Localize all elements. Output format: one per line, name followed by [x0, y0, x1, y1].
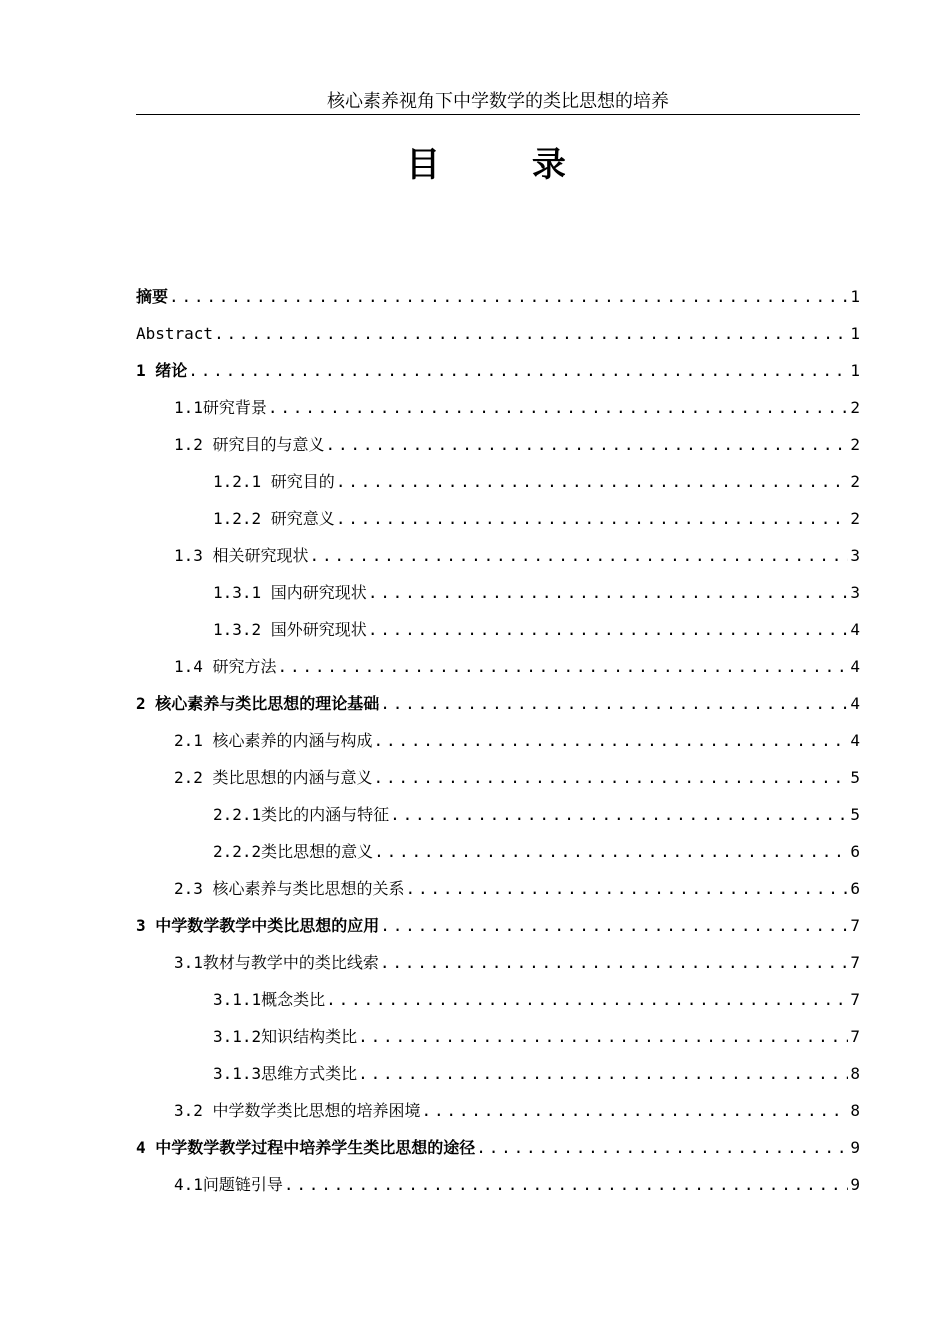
toc-entry[interactable]: [136, 759, 860, 796]
toc-entry[interactable]: [136, 1092, 860, 1129]
dot-leader: [406, 870, 848, 907]
toc-entry[interactable]: [136, 796, 860, 833]
dot-leader: [336, 500, 848, 537]
dot-leader: [380, 944, 848, 981]
toc-entry-label: 3.1教材与教学中的类比线索: [174, 953, 379, 972]
dot-leader: [188, 352, 848, 389]
toc-entry-page-number: 8: [850, 1101, 860, 1120]
running-header: 核心素养视角下中学数学的类比思想的培养: [327, 91, 669, 112]
toc-entry-label: 2.1 核心素养的内涵与构成: [174, 731, 373, 750]
toc-entry-page-number: 2: [850, 435, 860, 454]
toc-entry-page-number: 2: [850, 398, 860, 417]
toc-entry-page-number: 1: [850, 287, 860, 306]
toc-entry-page-number: 7: [850, 953, 860, 972]
toc-entry[interactable]: [136, 1018, 860, 1055]
toc-entry-page-number: 8: [850, 1064, 860, 1083]
dot-leader: [380, 685, 848, 722]
toc-entry-page-number: 5: [850, 805, 860, 824]
toc-entry-label: 4 中学数学教学过程中培养学生类比思想的途径: [136, 1138, 476, 1157]
toc-entry[interactable]: [136, 870, 860, 907]
toc-entry-label: 4.1问题链引导: [174, 1175, 283, 1194]
toc-entry-label: 2.2.1类比的内涵与特征: [213, 805, 390, 824]
toc-entry[interactable]: [136, 1055, 860, 1092]
dot-leader: [374, 722, 848, 759]
dot-leader: [476, 1129, 848, 1166]
toc-entry-label: 1.2.1 研究目的: [213, 472, 335, 491]
toc-entry[interactable]: [136, 389, 860, 426]
dot-leader: [268, 389, 848, 426]
toc-entry-label: 3 中学数学教学中类比思想的应用: [136, 916, 380, 935]
toc-entry-label: 1.1研究背景: [174, 398, 267, 417]
toc-entry[interactable]: [136, 648, 860, 685]
dot-leader: [336, 463, 848, 500]
toc-entry-page-number: 7: [850, 990, 860, 1009]
toc-entry-page-number: 4: [850, 694, 860, 713]
toc-entry-label: 1.4 研究方法: [174, 657, 277, 676]
toc-entry-label: 1.2.2 研究意义: [213, 509, 335, 528]
toc-entry[interactable]: [136, 685, 860, 722]
toc-entry-label: 3.1.3思维方式类比: [213, 1064, 358, 1083]
toc-entry-label: 2.3 核心素养与类比思想的关系: [174, 879, 405, 898]
dot-leader: [358, 1055, 848, 1092]
toc-entry-page-number: 9: [850, 1138, 860, 1157]
toc-entry-page-number: 4: [850, 620, 860, 639]
table-of-contents: [136, 278, 860, 1203]
toc-entry[interactable]: [136, 537, 860, 574]
toc-entry[interactable]: [136, 500, 860, 537]
toc-entry-page-number: 9: [850, 1175, 860, 1194]
toc-entry-label: 1.2 研究目的与意义: [174, 435, 325, 454]
toc-entry[interactable]: [136, 722, 860, 759]
dot-leader: [358, 1018, 848, 1055]
toc-title: 目 录: [406, 145, 606, 185]
toc-entry[interactable]: [136, 981, 860, 1018]
dot-leader: [374, 833, 848, 870]
toc-entry-page-number: 4: [850, 657, 860, 676]
toc-entry[interactable]: [136, 1166, 860, 1203]
toc-entry[interactable]: [136, 278, 860, 315]
toc-entry-label: 1.3.1 国内研究现状: [213, 583, 367, 602]
toc-entry-page-number: 7: [850, 916, 860, 935]
toc-entry-label: 1.3.2 国外研究现状: [213, 620, 367, 639]
toc-entry-page-number: 2: [850, 509, 860, 528]
dot-leader: [326, 426, 848, 463]
dot-leader: [169, 278, 848, 315]
toc-entry-page-number: 1: [850, 361, 860, 380]
toc-entry-page-number: 7: [850, 1027, 860, 1046]
toc-entry-page-number: 1: [850, 324, 860, 343]
toc-entry[interactable]: [136, 833, 860, 870]
dot-leader: [326, 981, 848, 1018]
toc-entry[interactable]: [136, 574, 860, 611]
toc-entry-label: Abstract: [136, 324, 214, 343]
dot-leader: [368, 574, 848, 611]
toc-entry-label: 摘要: [136, 287, 169, 306]
toc-entry[interactable]: [136, 463, 860, 500]
toc-entry-label: 3.1.2知识结构类比: [213, 1027, 358, 1046]
toc-entry-label: 1 绪论: [136, 361, 188, 380]
toc-entry[interactable]: [136, 944, 860, 981]
toc-entry-page-number: 2: [850, 472, 860, 491]
dot-leader: [214, 315, 848, 352]
toc-entry-page-number: 4: [850, 731, 860, 750]
dot-leader: [380, 907, 848, 944]
toc-entry-page-number: 5: [850, 768, 860, 787]
toc-entry-label: 1.3 相关研究现状: [174, 546, 309, 565]
toc-entry-label: 2.2.2类比思想的意义: [213, 842, 374, 861]
dot-leader: [278, 648, 848, 685]
dot-leader: [284, 1166, 848, 1203]
toc-entry-label: 2 核心素养与类比思想的理论基础: [136, 694, 380, 713]
dot-leader: [374, 759, 848, 796]
toc-entry-label: 3.2 中学数学类比思想的培养困境: [174, 1101, 421, 1120]
toc-entry-page-number: 3: [850, 583, 860, 602]
toc-entry-label: 3.1.1概念类比: [213, 990, 326, 1009]
toc-entry-label: 2.2 类比思想的内涵与意义: [174, 768, 373, 787]
toc-entry-page-number: 3: [850, 546, 860, 565]
toc-entry-page-number: 6: [850, 842, 860, 861]
dot-leader: [310, 537, 848, 574]
dot-leader: [390, 796, 848, 833]
dot-leader: [422, 1092, 848, 1129]
toc-entry[interactable]: [136, 352, 860, 389]
toc-entry[interactable]: [136, 315, 860, 352]
header-rule: [136, 114, 860, 115]
toc-entry[interactable]: [136, 907, 860, 944]
dot-leader: [368, 611, 848, 648]
toc-entry-page-number: 6: [850, 879, 860, 898]
toc-entry[interactable]: [136, 426, 860, 463]
toc-entry[interactable]: [136, 611, 860, 648]
toc-entry[interactable]: [136, 1129, 860, 1166]
